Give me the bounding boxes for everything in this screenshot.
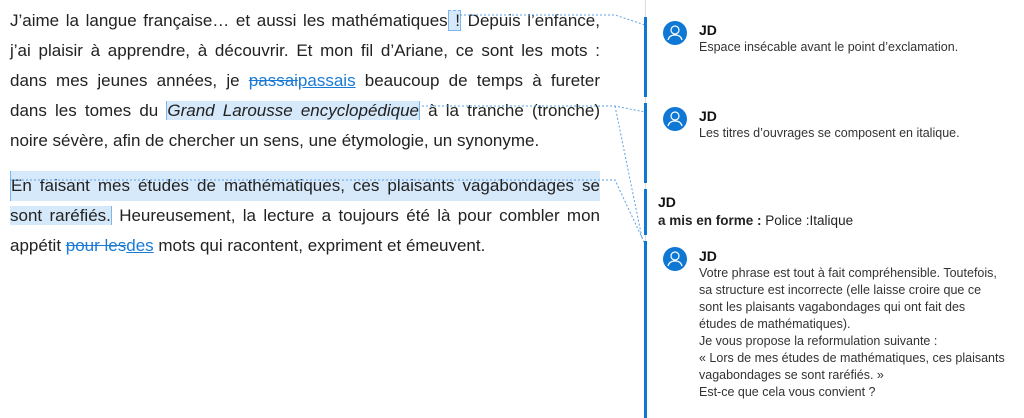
comment-text-line: Je vous propose la reformulation suivante : bbox=[699, 334, 938, 348]
comment-text: Espace insécable avant le point d’exclamation. bbox=[699, 40, 959, 54]
comment-bar bbox=[644, 241, 647, 418]
text: Heureusement, la lecture a toujours été là pour combler mon bbox=[111, 206, 600, 225]
comment-text-line: Votre phrase est tout à fait compréhensible. Toutefois, bbox=[699, 266, 997, 280]
tracked-insertion[interactable]: des bbox=[126, 236, 154, 255]
text: à la tranche (tronche) bbox=[420, 101, 600, 120]
comment-bar bbox=[644, 103, 647, 183]
comment-anchor-title[interactable]: Grand Larousse encyclopédique bbox=[167, 101, 419, 120]
comment-text-line: vagabondages se sont raréfiés. » bbox=[699, 368, 884, 382]
paragraph-1-line-5: noire sévère, afin de chercher un sens, une étymologie, un synonyme. bbox=[10, 131, 540, 150]
comment-text-line: études de mathématiques). bbox=[699, 317, 851, 331]
comment-text-line: sont les plaisants vagabondages qui ont fait des bbox=[699, 300, 966, 314]
comment-text-line: « Lors de mes études de mathématiques, ces plaisants bbox=[699, 351, 1005, 365]
exclamation: ! bbox=[455, 11, 461, 30]
user-avatar-icon bbox=[663, 247, 687, 271]
tracked-insertion[interactable]: passais bbox=[297, 71, 356, 90]
user-avatar-icon bbox=[663, 107, 687, 131]
text: Depuis l’enfance, bbox=[461, 11, 600, 30]
formatting-balloon[interactable] bbox=[658, 193, 853, 231]
comment-text-line: Est-ce que cela vous convient ? bbox=[699, 385, 876, 399]
comment-author: JD bbox=[699, 248, 717, 264]
text: dans mes jeunes années, je bbox=[10, 71, 249, 90]
formatting-value: Police :Italique bbox=[761, 213, 854, 228]
user-avatar-icon bbox=[663, 21, 687, 45]
tracked-deletion[interactable]: passai bbox=[248, 71, 298, 90]
comment-text-line: sa structure est incorrecte (elle laisse croire que ce bbox=[699, 283, 982, 297]
comment-text: Les titres d’ouvrages se composent en italique. bbox=[699, 126, 960, 140]
comment-anchor-sentence-end[interactable]: sont raréfiés. bbox=[10, 206, 111, 225]
text: J’aime la langue française… et aussi les mathématiques bbox=[10, 11, 448, 30]
comment-bar bbox=[644, 17, 647, 97]
text: dans les tomes du bbox=[10, 101, 167, 120]
comment-bar bbox=[644, 189, 647, 235]
formatting-label: a mis en forme : bbox=[658, 213, 762, 228]
paragraph-1-line-2: j’ai plaisir à apprendre, à découvrir. Et mon fil d’Ariane, ce sont les mots : bbox=[10, 41, 600, 60]
tracked-deletion[interactable]: pour les bbox=[65, 236, 127, 255]
text: appétit bbox=[10, 236, 66, 255]
comment-author: JD bbox=[699, 108, 717, 124]
comment-anchor-sentence[interactable]: En faisant mes études de mathématiques, ces plaisants vagabondages se bbox=[10, 171, 600, 201]
comment-author: JD bbox=[699, 22, 717, 38]
text: beaucoup de temps à fureter bbox=[355, 71, 601, 90]
text: mots qui racontent, expriment et émeuvent. bbox=[153, 236, 486, 255]
formatting-author: JD bbox=[658, 194, 676, 210]
